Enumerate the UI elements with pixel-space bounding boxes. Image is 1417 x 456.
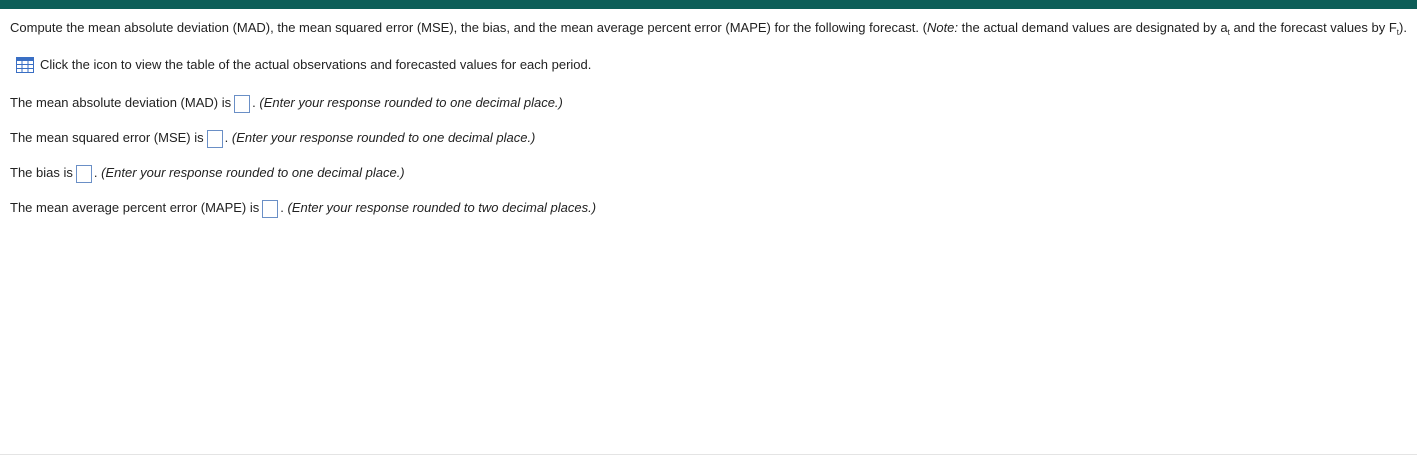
mape-period: . [280,200,284,215]
mse-period: . [224,130,229,145]
table-link-text: Click the icon to view the table of the actual observations and forecasted values for each period. [40,57,592,72]
bias-row [10,165,405,183]
mape-input[interactable] [262,200,278,218]
mad-period: . [252,95,256,110]
header-bar [0,0,1417,9]
table-link-row [16,57,591,73]
mape-row [10,200,596,218]
mse-input[interactable] [207,130,223,148]
note-text: the actual demand values are designated by a [958,20,1228,35]
bias-input[interactable] [76,165,92,183]
mse-row [10,130,535,148]
bias-label: The bias is [10,165,73,180]
mad-input[interactable] [234,95,250,113]
bias-hint: (Enter your response rounded to one decimal place.) [101,165,405,180]
mad-row [10,95,563,113]
question-text [10,20,1407,41]
mape-label: The mean average percent error (MAPE) is [10,200,260,215]
mad-label: The mean absolute deviation (MAD) is [10,95,232,110]
question-end: ). [1399,20,1407,35]
subscript-t-forecast: t [1396,28,1400,37]
mape-hint: (Enter your response rounded to two decimal places.) [287,200,597,215]
mad-hint: (Enter your response rounded to one decimal place.) [259,95,563,110]
bottom-divider [0,454,1417,455]
table-grid-icon[interactable] [16,57,34,73]
question-intro: Compute the mean absolute deviation (MAD), the mean squared error (MSE), the bias, and the mean average percent error (MAPE) for the following forecast. ( [10,20,927,35]
mse-label: The mean squared error (MSE) is [10,130,204,145]
subscript-t-actual: t [1227,28,1230,37]
note-label: Note: [926,20,959,35]
question-middle: and the forecast values by F [1229,20,1397,35]
bias-period: . [93,165,98,180]
mse-hint: (Enter your response rounded to one decimal place.) [231,130,536,145]
